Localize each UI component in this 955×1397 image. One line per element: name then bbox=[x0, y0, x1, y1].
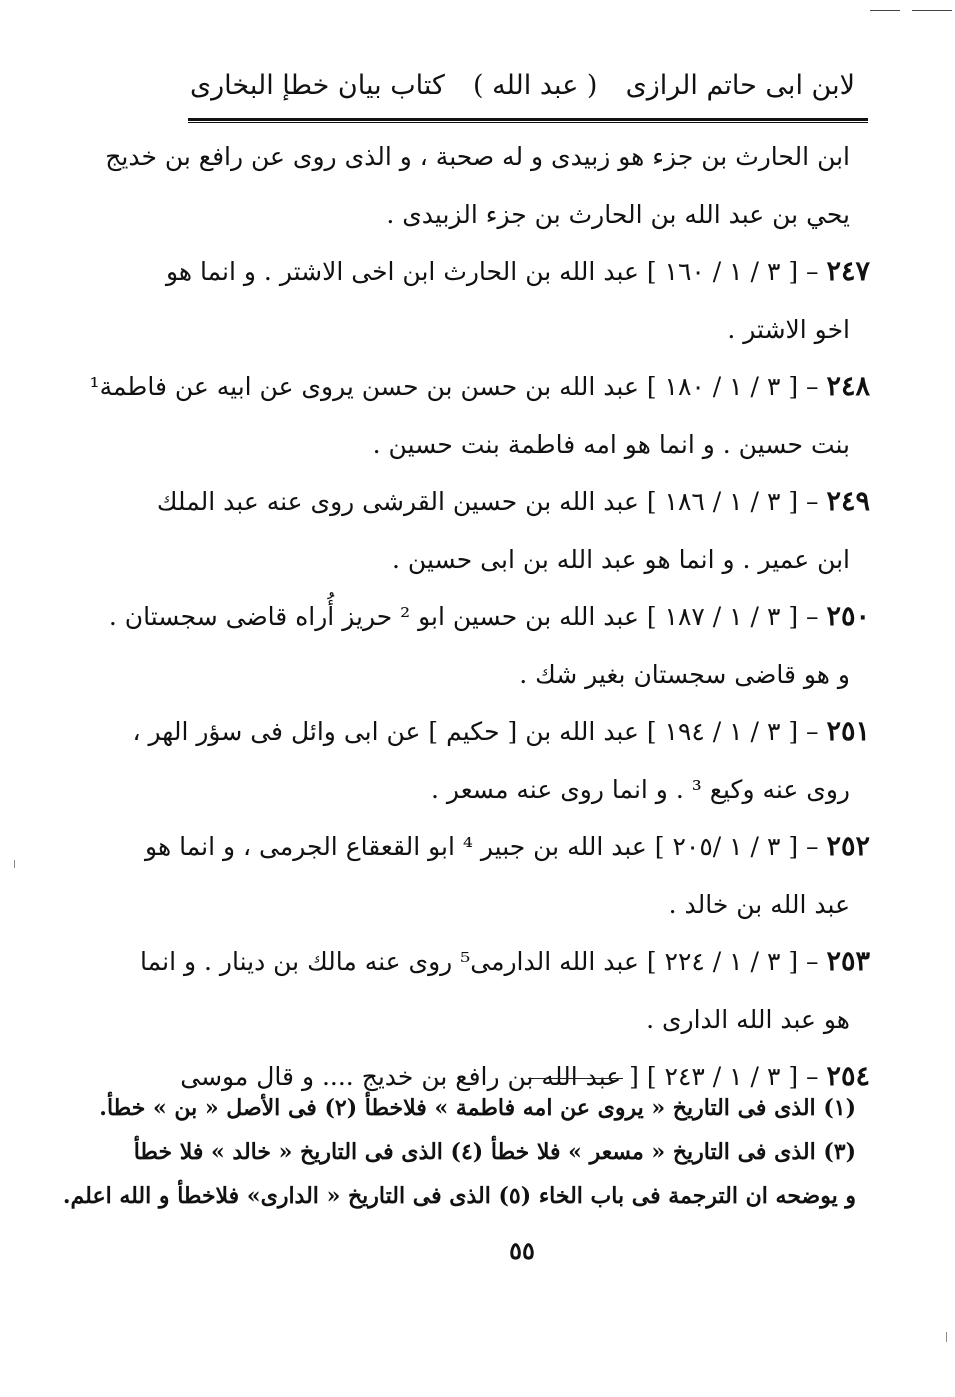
header-book-title: كتاب بيان خطإ البخارى bbox=[190, 69, 445, 101]
entry-number: ٢٥٤ bbox=[826, 1061, 870, 1092]
entry-first-line bbox=[156, 473, 870, 531]
corner-rule bbox=[870, 10, 900, 11]
entry bbox=[145, 818, 870, 933]
text-line: ابن الحارث بن جزء هو زبيدى و له صحبة ، و الذى روى عن رافع بن خديج bbox=[105, 142, 850, 171]
entry-number: ٢٥٠ bbox=[826, 601, 870, 632]
text-line: يحي بن عبد الله بن الحارث بن جزء الزبيدى . bbox=[386, 199, 850, 229]
entry bbox=[140, 933, 870, 1048]
entry-continuation: و هو قاضى سجستان بغير شك . bbox=[519, 659, 850, 689]
entry-continuation: عبد الله بن خالد . bbox=[668, 889, 850, 919]
entry-continuation: ابن عمير . و انما هو عبد الله بن ابى حسين . bbox=[392, 544, 850, 574]
running-header bbox=[190, 62, 855, 108]
header-author: لابن ابى حاتم الرازى bbox=[625, 69, 855, 101]
entry-first-line bbox=[145, 818, 870, 876]
header-double-rule bbox=[188, 118, 868, 123]
footnote-line: (٣) الذى فى التاريخ « مسعر » فلا خطأ (٤) الذى فى التاريخ « خالد » فلا خطأ bbox=[133, 1139, 856, 1165]
entry-number: ٢٥٢ bbox=[826, 831, 870, 862]
entry-first-line bbox=[140, 933, 870, 991]
entry-continuation: اخو الاشتر . bbox=[727, 314, 850, 344]
entry-text: – [ ٣ / ١ / ١٨٦ ] عبد الله بن حسين القرشى روى عنه عبد الملك bbox=[156, 487, 819, 516]
entry bbox=[165, 243, 870, 358]
footnote-line: و يوضحه ان الترجمة فى باب الخاء (٥) الذى فى التاريخ « الدارى» فلاخطأ و الله اعلم. bbox=[62, 1183, 856, 1209]
entry bbox=[156, 473, 870, 588]
entry-number: ٢٥٣ bbox=[826, 946, 870, 977]
entry-continuation: بنت حسين . و انما هو امه فاطمة بنت حسين . bbox=[372, 429, 850, 459]
entry bbox=[89, 358, 870, 473]
footnotes bbox=[62, 1086, 870, 1218]
footnote-separator bbox=[528, 1078, 623, 1079]
scan-edge-mark bbox=[946, 1332, 947, 1342]
header-section: ( عبد الله ) bbox=[473, 69, 598, 101]
footnote-line: (١) الذى فى التاريخ « يروى عن امه فاطمة » فلاخطأ (٢) فى الأصل « بن » خطأ. bbox=[99, 1095, 856, 1121]
corner-rule bbox=[912, 10, 952, 11]
entry-number: ٢٤٨ bbox=[826, 371, 870, 402]
entry-first-line bbox=[165, 243, 870, 301]
entry-text: – [ ٣ / ١ / ٢٢٤ ] عبد الله الدارمى⁵ روى عنه مالك بن دينار . و انما bbox=[140, 947, 819, 976]
entry-continuation: روى عنه وكيع ³ . و انما روى عنه مسعر . bbox=[431, 774, 850, 804]
entry-text: – [ ٣ / ١ / ١٨٧ ] عبد الله بن حسين ابو ² حريز أُراه قاضى سجستان . bbox=[108, 602, 819, 631]
entry-number: ٢٤٧ bbox=[826, 256, 870, 287]
entry-first-line bbox=[132, 703, 870, 761]
entry-number: ٢٥١ bbox=[826, 716, 870, 747]
entry-first-line bbox=[108, 588, 870, 646]
entry-text: – [ ٣ / ١ / ١٨٠ ] عبد الله بن حسن بن حسن يروى عن ابيه عن فاطمة¹ bbox=[89, 372, 819, 401]
entry bbox=[108, 588, 870, 703]
page-number: ٥٥ bbox=[509, 1236, 535, 1265]
entry-text: – [ ٣ / ١ / ١٩٤ ] عبد الله بن [ حكيم ] عن ابى وائل فى سؤر الهر ، bbox=[132, 717, 819, 746]
scan-edge-mark bbox=[14, 860, 15, 868]
entry bbox=[132, 703, 870, 818]
entry-number: ٢٤٩ bbox=[826, 486, 870, 517]
entry-text: – [ ٣ / ١ / ١٦٠ ] عبد الله بن الحارث ابن اخى الاشتر . و انما هو bbox=[165, 257, 819, 286]
main-text bbox=[89, 128, 870, 1106]
entry-continuation: هو عبد الله الدارى . bbox=[646, 1004, 850, 1034]
entry-first-line bbox=[89, 358, 870, 416]
entry-text: – [ ٣ / ١ / ٢٤٣ ] [ عبد الله بن رافع بن خديج .... و قال موسى bbox=[180, 1062, 819, 1091]
entry-text: – [ ٣ / ١ /٢٠٥ ] عبد الله بن جبير ⁴ ابو القعقاع الجرمى ، و انما هو bbox=[145, 832, 819, 861]
